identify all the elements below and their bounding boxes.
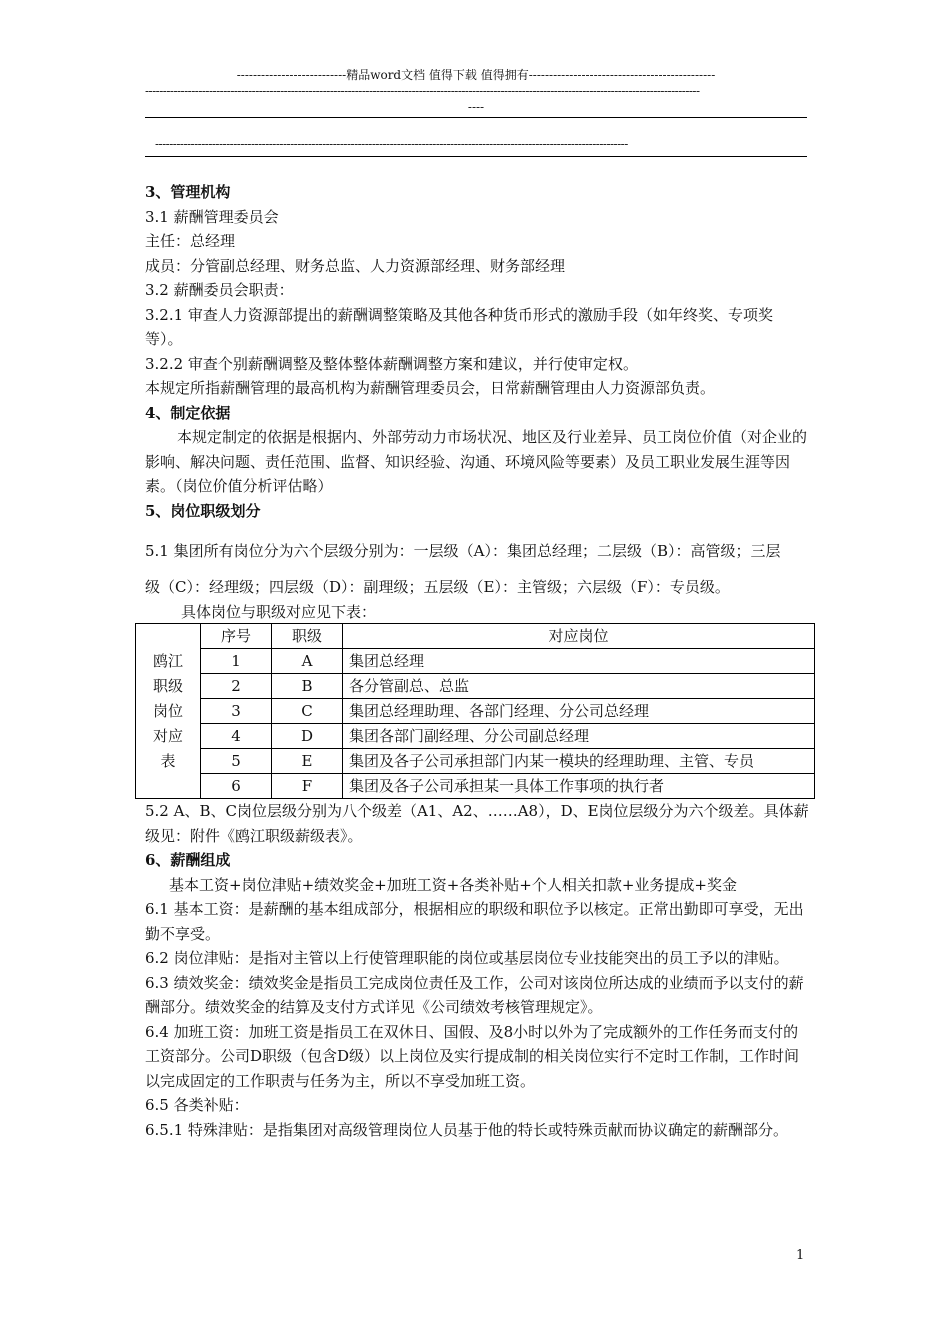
section-6-2: 6.2 岗位津贴：是指对主管以上行使管理职能的岗位或基层岗位专业技能突出的员工予以的津贴。	[145, 949, 789, 967]
header-dash-line: ------------------------------------------------------------------------------------------------------------------------------------------------------------	[145, 84, 700, 98]
table-cell: 集团各部门副经理、分公司副总经理	[343, 724, 815, 749]
table-cell: 4	[201, 724, 272, 749]
table-header-cell: 职级	[272, 624, 343, 649]
table-cell: C	[272, 699, 343, 724]
document-body	[145, 180, 810, 1142]
section-6-1: 6.1 基本工资：是薪酬的基本组成部分，根据相应的职级和职位予以核定。正常出勤即可享受，无出勤不享受。	[145, 900, 804, 943]
section-6-3: 6.3 绩效奖金：绩效奖金是指员工完成岗位责任及工作，公司对该岗位所达成的业绩而予以支付的薪酬部分。绩效奖金的结算及支付方式详见《公司绩效考核管理规定》。	[145, 973, 804, 1016]
table-cell: 集团总经理	[343, 649, 815, 674]
table-cell: 6	[201, 774, 272, 799]
table-cell: 3	[201, 699, 272, 724]
section-5-2: 5.2 A、B、C岗位层级分别为八个级差（A1、A2、……A8），D、E岗位层级分为六个级差。具体薪级见：附件《鸥江职级薪级表》。	[145, 802, 809, 845]
section-3-members: 成员：分管副总经理、财务总监、人力资源部经理、财务部经理	[145, 256, 566, 275]
table-cell: F	[272, 774, 343, 799]
section-6-title: 6、薪酬组成	[145, 851, 231, 869]
section-5-title: 5、岗位职级划分	[145, 501, 261, 520]
section-3-2-1: 3.2.1 审查人力资源部提出的薪酬调整策略及其他各种货币形式的激励手段（如年终奖、专项奖等）。	[145, 305, 773, 348]
section-4-title: 4、制定依据	[145, 403, 231, 422]
table-row	[136, 649, 815, 674]
table-header-cell: 序号	[201, 624, 272, 649]
section-3-note: 本规定所指薪酬管理的最高机构为薪酬管理委员会，日常薪酬管理由人力资源部负责。	[145, 379, 716, 397]
section-6-formula: 基本工资+岗位津贴+绩效奖金+加班工资+各类补贴+个人相关扣款+业务提成+奖金	[169, 875, 737, 894]
page-number: 1	[796, 1248, 805, 1263]
table-cell: D	[272, 724, 343, 749]
table-cell: 各分管副总、总监	[343, 674, 815, 699]
section-6-5: 6.5 各类补贴：	[145, 1096, 249, 1114]
header-banner: ---------------------------精品word文档 值得下载 值得拥有----------------------------------------------	[236, 68, 716, 82]
table-intro: 具体岗位与职级对应见下表：	[181, 603, 377, 621]
section-3-2-2: 3.2.2 审查个别薪酬调整及整体整体薪酬调整方案和建议，并行使审定权。	[145, 354, 638, 373]
header-rule-2	[145, 156, 807, 157]
section-3-2: 3.2 薪酬委员会职责：	[145, 281, 294, 299]
table-header-cell: 对应岗位	[343, 624, 815, 649]
table-cell: 集团及各子公司承担某一具体工作事项的执行者	[343, 774, 815, 799]
table-cell: A	[272, 649, 343, 674]
table-cell: 2	[201, 674, 272, 699]
table-cell: 集团总经理助理、各部门经理、分公司总经理	[343, 699, 815, 724]
section-4-body: 本规定制定的依据是根据内、外部劳动力市场状况、地区及行业差异、员工岗位价值（对企业的影响、解决问题、责任范围、监督、知识经验、沟通、环境风险等要素）及员工职业发展生涯等因素。（岗位价值分析评估略）	[145, 428, 808, 495]
header-dash-line-2: -------------------------------------------------------------------------------------------------------------------------------------	[155, 137, 628, 151]
section-3-title: 3、管理机构	[145, 183, 231, 201]
section-5-1-line-b: 级（C）：经理级；四层级（D）：副理级；五层级（E）：主管级；六层级（F）：专员级。	[145, 578, 730, 596]
section-3-1: 3.1 薪酬管理委员会	[145, 207, 279, 226]
table-row	[136, 699, 815, 724]
table-cell: B	[272, 674, 343, 699]
header-dash-tail: ----	[467, 100, 485, 114]
section-3-chair: 主任：总经理	[145, 232, 236, 250]
table-row	[136, 674, 815, 699]
table-cell: 5	[201, 749, 272, 774]
table-row	[136, 774, 815, 799]
table-row	[136, 724, 815, 749]
section-5-1-line-a: 5.1 集团所有岗位分为六个层级分别为：一层级（A）：集团总经理；二层级（B）：高管级；三层	[145, 542, 781, 560]
table-cell: 1	[201, 649, 272, 674]
table-cell: E	[272, 749, 343, 774]
table-header-row	[136, 624, 815, 649]
section-6-4: 6.4 加班工资：加班工资是指员工在双休日、国假、及8小时以外为了完成额外的工作任务而支付的工资部分。公司D职级（包含D级）以上岗位及实行提成制的相关岗位实行不定时工作制，工作时间以完成固定的工作职责与任务为主，所以不享受加班工资。	[145, 1022, 800, 1090]
grade-table	[135, 623, 815, 799]
table-cell: 集团及各子公司承担部门内某一模块的经理助理、主管、专员	[343, 749, 815, 774]
section-6-5-1: 6.5.1 特殊津贴：是指集团对高级管理岗位人员基于他的特长或特殊贡献而协议确定的薪酬部分。	[145, 1120, 788, 1139]
header-rule	[145, 117, 807, 118]
table-side-label: 鸥江 职级 岗位 对应 表	[136, 624, 201, 799]
table-row	[136, 749, 815, 774]
